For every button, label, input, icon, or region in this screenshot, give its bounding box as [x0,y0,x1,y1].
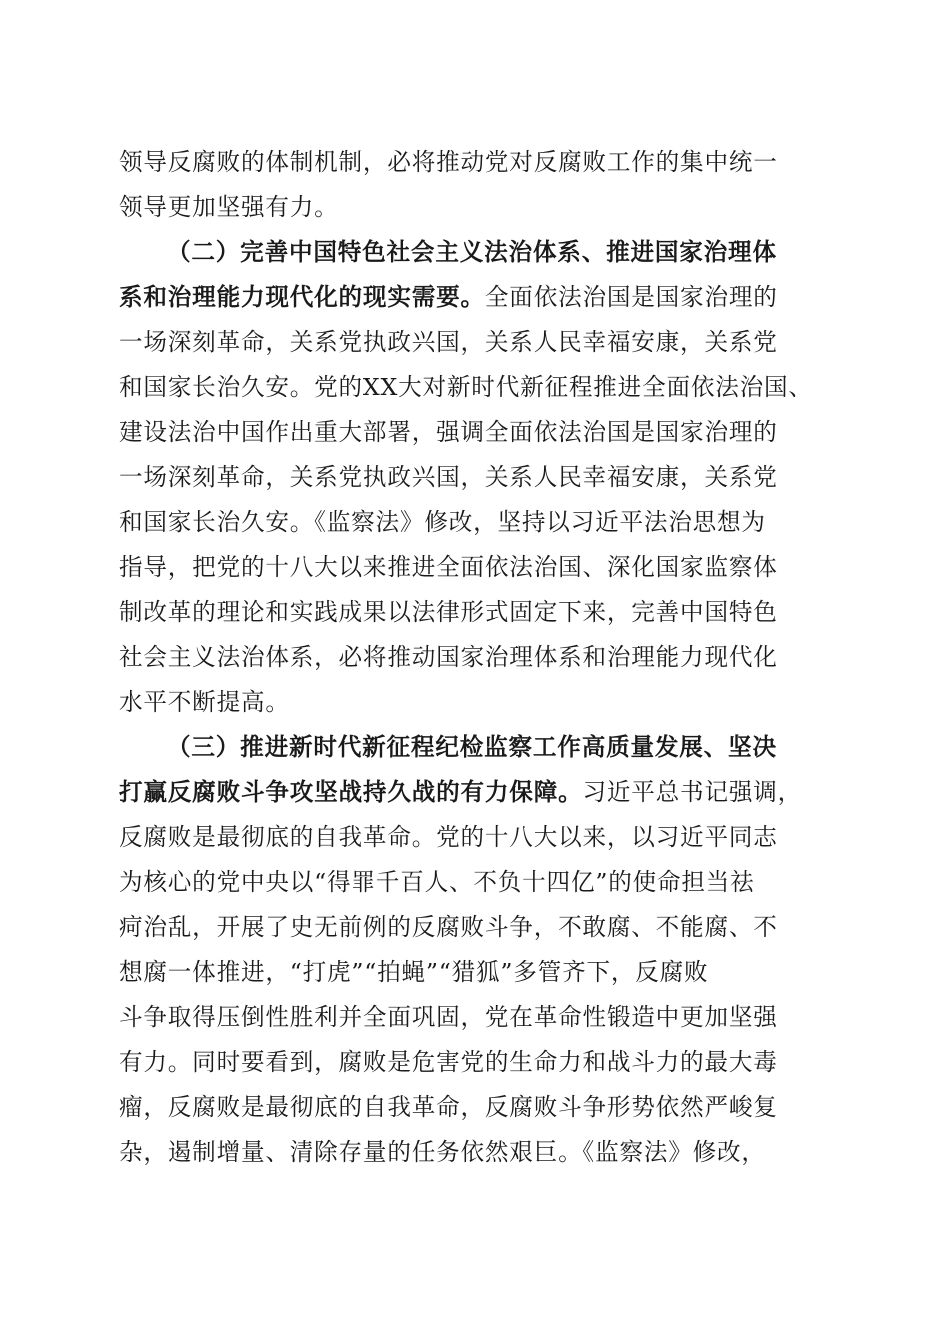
text-line: 领导反腐败的体制机制，必将推动党对反腐败工作的集中统一 [119,148,778,176]
text-run: 全面依法治国是国家治理的 [484,283,778,311]
section-heading-line [119,230,839,275]
text-line: 一场深刻革命，关系党执政兴国，关系人民幸福安康，关系党 [119,328,778,356]
text-line: 制改革的理论和实践成果以法律形式固定下来，完善中国特色 [119,598,778,626]
text-line: 社会主义法治体系，必将推动国家治理体系和治理能力现代化 [119,643,778,671]
text-line: 建设法治中国作出重大部署，强调全面依法治国是国家治理的 [119,418,778,446]
text-line: 指导，把党的十八大以来推进全面依法治国、深化国家监察体 [119,553,778,581]
section-heading-text: 系和治理能力现代化的现实需要。 [119,283,485,311]
section-heading-text: （二）完善中国特色社会主义法治体系、推进国家治理体 [167,238,777,266]
text-line: 有力。同时要看到，腐败是危害党的生命力和战斗力的最大毒 [119,1048,778,1076]
section-heading-text: （三）推进新时代新征程纪检监察工作高质量发展、坚决 [167,733,777,761]
section-heading-text: 打赢反腐败斗争攻坚战持久战的有力保障。 [119,778,583,806]
section-heading-line [119,725,839,770]
text-line: 一场深刻革命，关系党执政兴国，关系人民幸福安康，关系党 [119,463,778,491]
text-line: 想腐一体推进，“打虎”“拍蝇”“猎狐”多管齐下，反腐败 [119,958,709,986]
text-line: 反腐败是最彻底的自我革命。党的十八大以来，以习近平同志 [119,823,778,851]
section-heading-line [119,275,839,320]
text-line: 水平不断提高。 [119,688,290,716]
text-line: 和国家长治久安。《监察法》修改，坚持以习近平法治思想为 [119,508,766,536]
text-run: 习近平总书记强调， [582,778,803,806]
text-line: 瘤，反腐败是最彻底的自我革命，反腐败斗争形势依然严峻复 [119,1093,778,1121]
text-line: 疴治乱，开展了史无前例的反腐败斗争，不敢腐、不能腐、不 [119,913,778,941]
text-line: 杂，遏制增量、清除存量的任务依然艰巨。《监察法》修改， [119,1138,766,1166]
text-line: 为核心的党中央以“得罪千百人、不负十四亿”的使命担当祛 [119,868,755,896]
text-line: 领导更加坚强有力。 [119,193,339,221]
section-heading-line [119,770,839,815]
text-line: 和国家长治久安。党的XX大对新时代新征程推进全面依法治国、 [119,373,813,401]
text-line: 斗争取得压倒性胜利并全面巩固，党在革命性锻造中更加坚强 [119,1003,778,1031]
document-body [119,140,839,1175]
